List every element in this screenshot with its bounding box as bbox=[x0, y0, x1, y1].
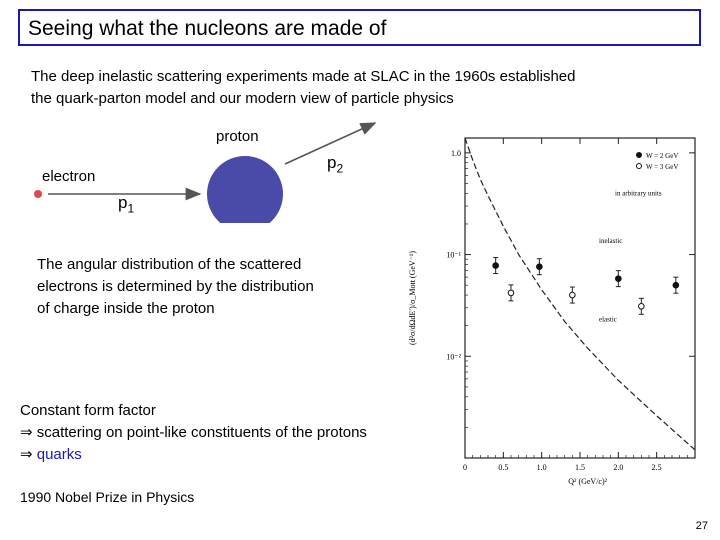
proton-disk bbox=[207, 156, 283, 223]
x-tick-label: 1.5 bbox=[575, 463, 585, 472]
p2-label: $p_2$ bbox=[327, 153, 344, 176]
intro-text bbox=[31, 66, 711, 110]
intro-line-1: The deep inelastic scattering experiments made at SLAC in the 1960s established bbox=[31, 68, 576, 85]
page-number: 27 bbox=[695, 520, 708, 532]
y-tick-label: 1.0 bbox=[451, 148, 461, 158]
data-point-w3 bbox=[639, 304, 645, 310]
p1-label: $p_1$ bbox=[118, 193, 135, 216]
annotation-inelastic: inelastic bbox=[599, 236, 623, 245]
slide-title: Seeing what the nucleons are made of bbox=[28, 17, 387, 40]
implies-icon: ⇒ bbox=[20, 424, 33, 441]
intro-line-2: the quark-parton model and our modern view of particle physics bbox=[31, 90, 454, 107]
x-tick-label: 0.5 bbox=[498, 463, 509, 472]
x-tick-label: 2.0 bbox=[613, 463, 624, 472]
implies-icon: ⇒ bbox=[20, 446, 33, 463]
form-factor-line-3 bbox=[20, 444, 367, 466]
x-tick-label: 0 bbox=[463, 463, 467, 472]
angular-line-3: of charge inside the proton bbox=[37, 300, 215, 317]
angular-line-2: electrons is determined by the distribution bbox=[37, 278, 314, 295]
electron-label: electron bbox=[42, 168, 96, 185]
data-point-w2 bbox=[493, 263, 499, 269]
title-box bbox=[18, 9, 701, 46]
nobel-text: 1990 Nobel Prize in Physics bbox=[20, 489, 195, 505]
plot-frame bbox=[465, 138, 695, 458]
scattering-plot bbox=[403, 130, 703, 495]
form-factor-line-1: Constant form factor bbox=[20, 402, 156, 419]
x-tick-label: 1.0 bbox=[536, 463, 547, 472]
legend-label: W = 2 GeV bbox=[646, 152, 679, 160]
legend-marker bbox=[637, 153, 642, 158]
annotation-elastic: elastic bbox=[599, 315, 617, 324]
y-tick-label: 10⁻¹ bbox=[446, 250, 461, 260]
angular-paragraph bbox=[37, 254, 314, 320]
electron-dot bbox=[34, 190, 42, 198]
angular-line-1: The angular distribution of the scattered bbox=[37, 256, 302, 273]
x-tick-label: 2.5 bbox=[651, 463, 662, 472]
data-point-w2 bbox=[673, 282, 679, 288]
elastic-curve bbox=[465, 138, 695, 450]
proton-label: proton bbox=[216, 128, 259, 145]
legend-marker bbox=[637, 164, 642, 169]
y-axis-label: (d²σ/dΩdE′)/σ_Mott (GeV⁻¹) bbox=[408, 251, 417, 345]
x-axis-label: Q² (GeV/c)² bbox=[568, 477, 608, 486]
form-factor-line-2: ⇒ scattering on point-like constituents of the protons bbox=[20, 424, 367, 441]
form-factor-paragraph bbox=[20, 400, 367, 466]
y-tick-label: 10⁻² bbox=[446, 352, 461, 362]
data-point-w3 bbox=[570, 292, 576, 298]
legend-label: W = 3 GeV bbox=[646, 163, 679, 171]
data-point-w3 bbox=[508, 290, 514, 296]
data-point-w2 bbox=[537, 264, 543, 270]
annotation-arbitrary-units: in arbitrary units bbox=[615, 189, 662, 198]
quarks-text: quarks bbox=[32, 446, 82, 463]
data-point-w2 bbox=[616, 276, 622, 282]
